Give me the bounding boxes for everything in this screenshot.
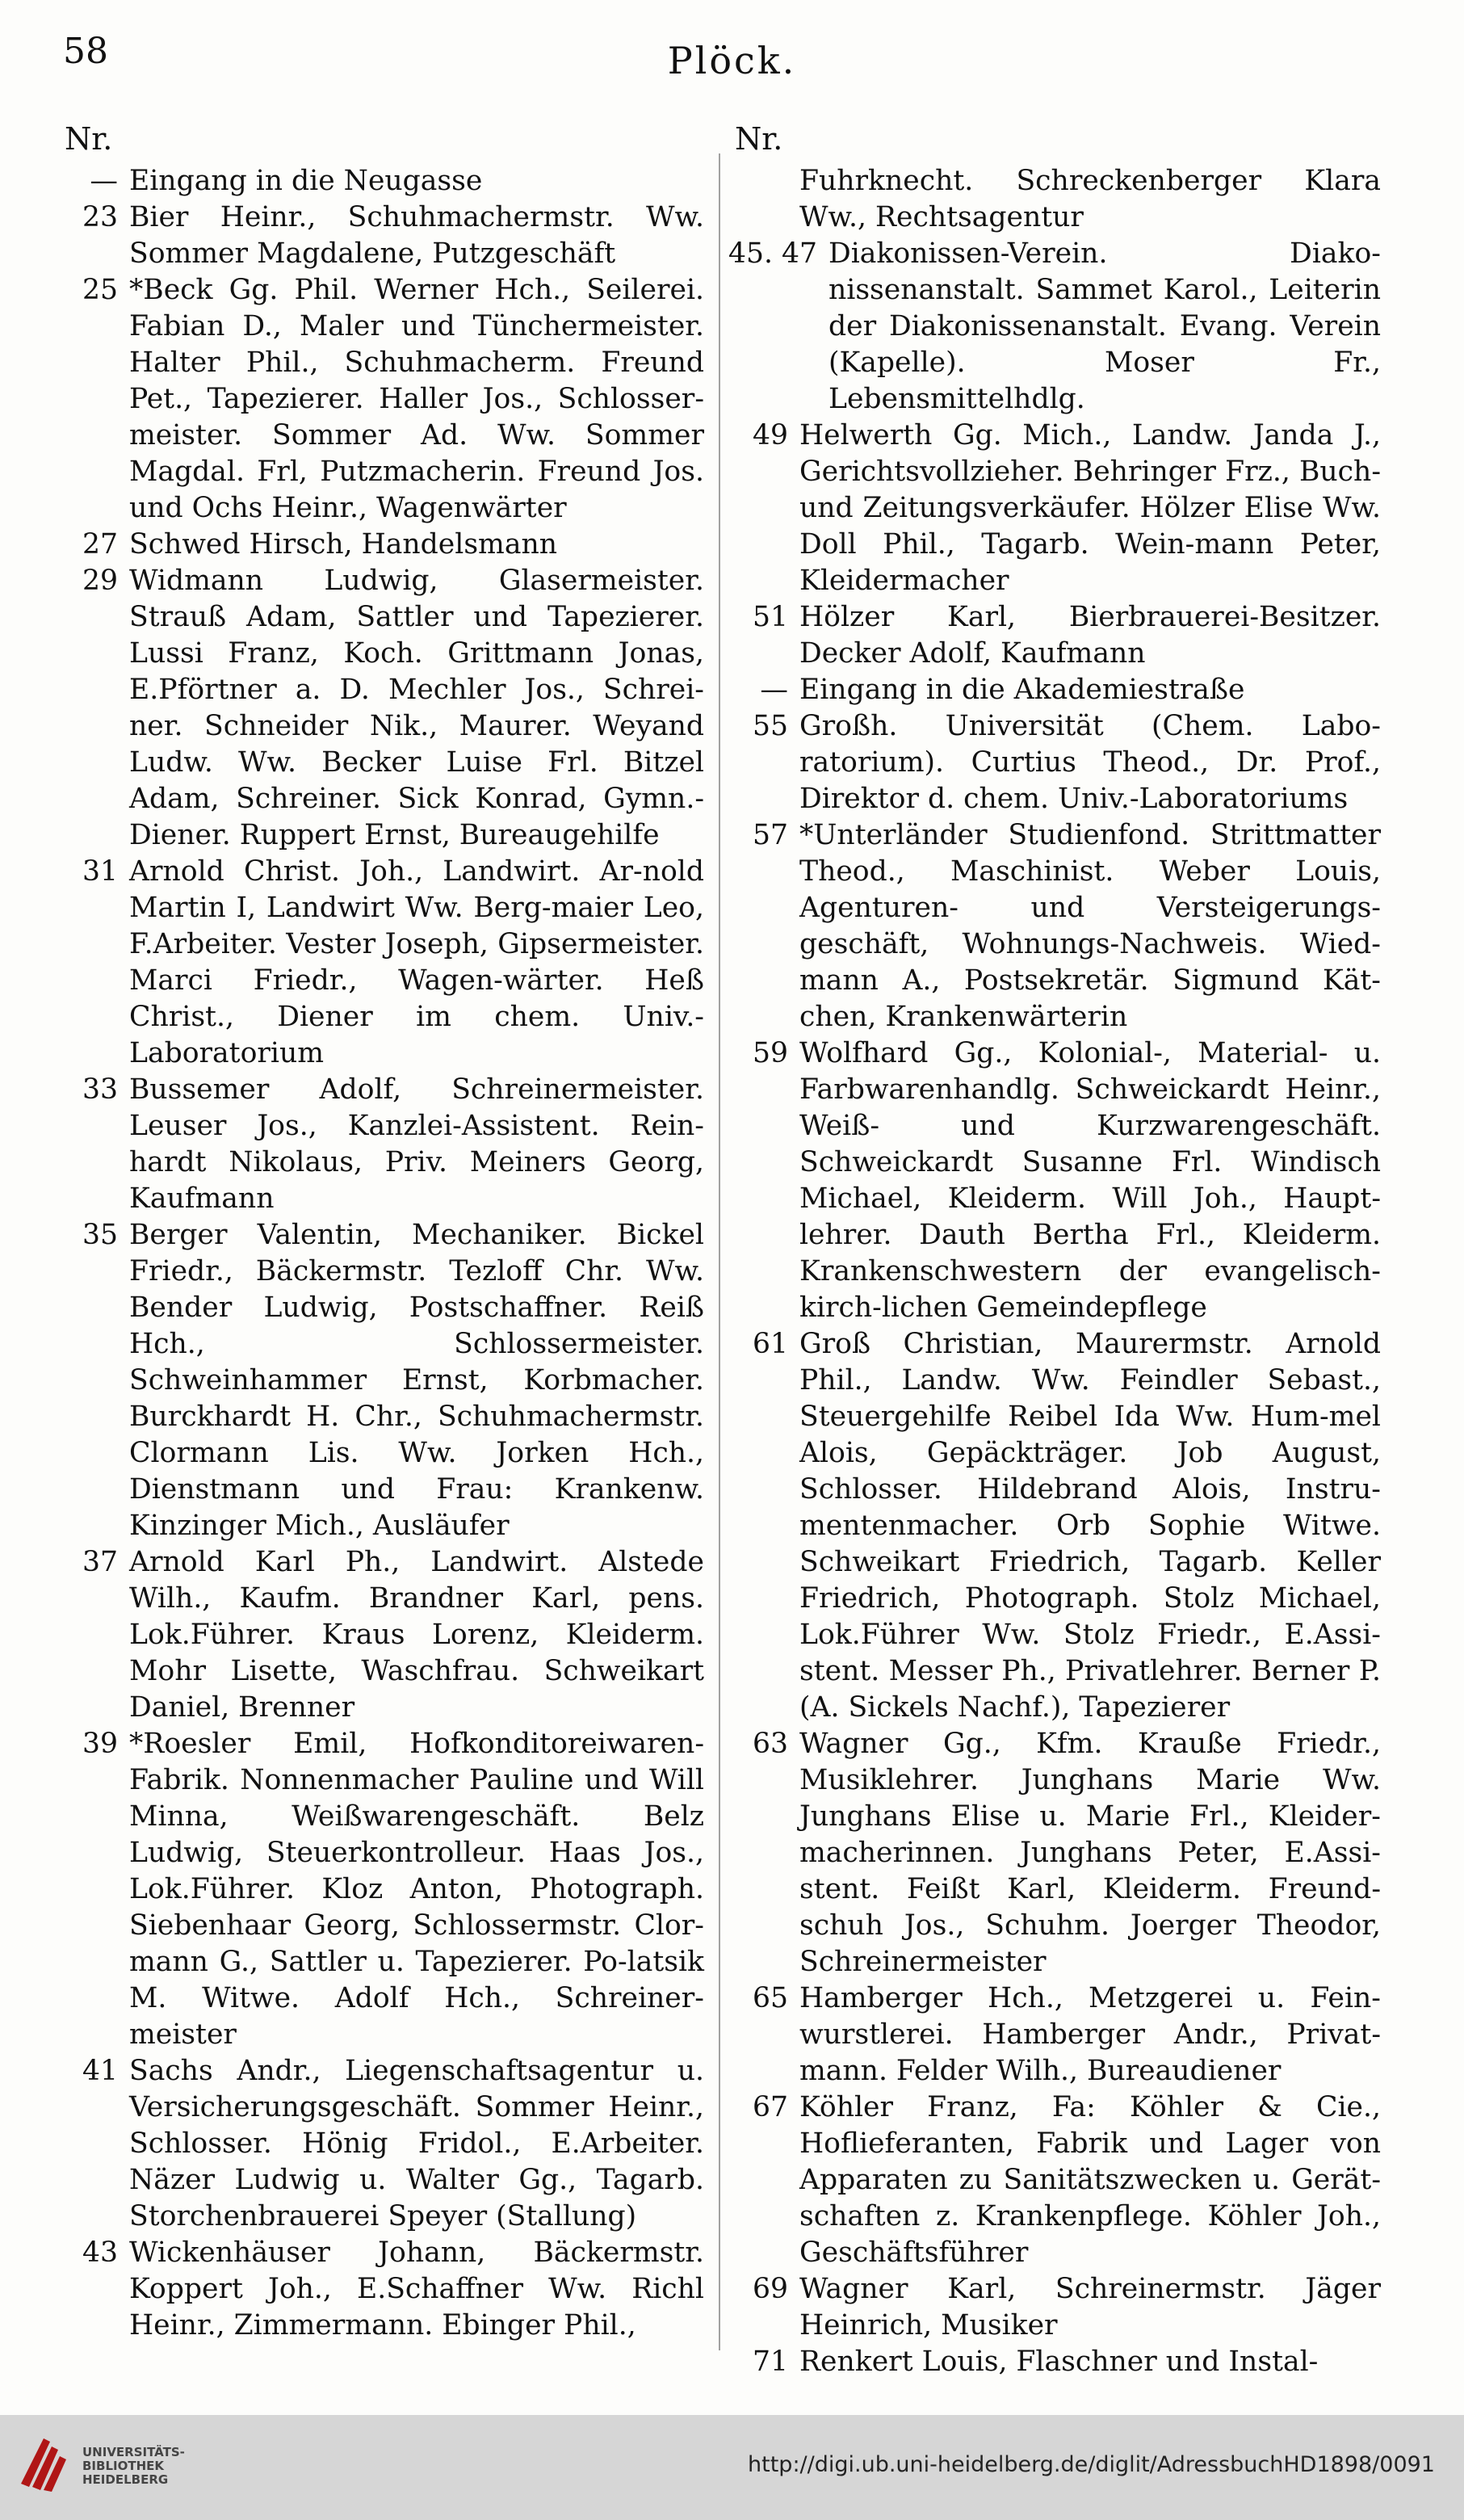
address-entry — [58, 163, 704, 200]
residents-text: Arnold Karl Ph., Landwirt. Alstede Wilh., Kaufm. Brandner Karl, pens. Lok.Führer. Kraus Lorenz, Kleiderm. Mohr Lisette, Waschfrau. Schweikart Daniel, Brenner — [129, 1546, 704, 1724]
address-entry — [728, 599, 1381, 672]
address-entry — [58, 200, 704, 272]
residents-text: *Unterländer Studienfond. Strittmatter Theod., Maschinist. Weber Louis, Agenturen- und Versteigerungs-geschäft, Wohnungs-Nachweis. Wied-mann A., Postsekretär. Sigmund Kät-chen, Krankenwärterin — [799, 819, 1381, 1033]
house-number: 27 — [82, 528, 118, 561]
left-entries — [58, 163, 704, 2344]
house-number: 65 — [753, 1982, 788, 2014]
house-number: 23 — [82, 201, 118, 233]
house-number: 31 — [82, 855, 118, 888]
residents-text: Arnold Christ. Joh., Landwirt. Ar-nold Martin I, Landwirt Ww. Berg-maier Leo, F.Arbeiter. Vester Joseph, Gipsermeister. Marci Friedr., Wagen-wärter. Heß Christ., Diener im chem. Univ.-Laboratorium — [129, 855, 704, 1069]
house-number: 41 — [82, 2055, 118, 2087]
source-url-link[interactable]: http://digi.ub.uni-heidelberg.de/diglit/AdressbuchHD1898/0091 — [748, 2452, 1435, 2477]
page-number: 58 — [63, 31, 108, 72]
address-entry — [58, 854, 704, 1072]
house-number: 67 — [753, 2091, 788, 2123]
residents-text: Eingang in die Neugasse — [129, 165, 483, 197]
residents-text: Diakonissen-Verein. Diako-nissenanstalt. Sammet Karol., Leiterin der Diakonissenanstalt. Evang. Verein (Kapelle). Moser Fr., Lebensmittelhdlg. — [828, 237, 1381, 415]
column-rule — [719, 153, 720, 2350]
house-number: 49 — [753, 419, 788, 452]
house-number: — — [760, 674, 788, 706]
address-entry — [728, 1326, 1381, 1726]
residents-text: Fuhrknecht. Schreckenberger Klara Ww., Rechtsagentur — [799, 165, 1381, 233]
house-number: 25 — [82, 274, 118, 306]
address-entry — [728, 1980, 1381, 2090]
house-number: 45. 47 — [728, 237, 817, 270]
residents-text: Hamberger Hch., Metzgerei u. Fein-wurstlerei. Hamberger Andr., Privat-mann. Felder Wilh., Bureaudiener — [799, 1982, 1381, 2087]
address-entry — [728, 672, 1381, 708]
nr-label: Nr. — [65, 121, 113, 157]
residents-text: Groß Christian, Maurermstr. Arnold Phil., Landw. Ww. Feindler Sebast., Steuergehilfe Reibel Ida Ww. Hum-mel Alois, Gepäckträger. Job August, Schlosser. Hildebrand Alois, Instru-mentenmacher. Orb Sophie Witwe. Schweikart Friedrich, Tagarb. Keller Friedrich, Photograph. Stolz Michael, Lok.Führer Ww. Stolz Friedr., E.Assi-stent. Messer Ph., Privatlehrer. Berner P. (A. Sickels Nachf.), Tapezierer — [799, 1328, 1381, 1724]
library-name-line: HEIDELBERG — [82, 2472, 169, 2487]
house-number: 61 — [753, 1328, 788, 1360]
house-number: 59 — [753, 1037, 788, 1069]
house-number: 57 — [753, 819, 788, 851]
nr-label: Nr. — [735, 121, 783, 157]
residents-text: Wolfhard Gg., Kolonial-, Material- u. Farbwarenhandlg. Schweickardt Heinr., Weiß- und Kurzwarengeschäft. Schweickardt Susanne Frl. Windisch Michael, Kleiderm. Will Joh., Haupt-lehrer. Dauth Bertha Frl., Kleiderm. Krankenschwestern der evangelisch-kirch-lichen Gemeindepflege — [799, 1037, 1381, 1324]
address-entry — [728, 418, 1381, 599]
residents-text: Helwerth Gg. Mich., Landw. Janda J., Gerichtsvollzieher. Behringer Frz., Buch- und Zeitungsverkäufer. Hölzer Elise Ww. Doll Phil., Tagarb. Wein-mann Peter, Kleidermacher — [799, 419, 1381, 597]
address-entry — [728, 1726, 1381, 1980]
right-entries — [728, 163, 1381, 2380]
residents-text: Widmann Ludwig, Glasermeister. Strauß Adam, Sattler und Tapezierer. Lussi Franz, Koch. Grittmann Jonas, E.Pförtner a. D. Mechler Jos., Schrei-ner. Schneider Nik., Maurer. Weyand Ludw. Ww. Becker Luise Frl. Bitzel Adam, Schreiner. Sick Konrad, Gymn.-Diener. Ruppert Ernst, Bureaugehilfe — [129, 565, 704, 851]
house-number: 39 — [82, 1728, 118, 1760]
house-number: 71 — [753, 2346, 788, 2378]
residents-text: *Roesler Emil, Hofkonditoreiwaren-Fabrik. Nonnenmacher Pauline und Will Minna, Weißwarengeschäft. Belz Ludwig, Steuerkontrolleur. Haas Jos., Lok.Führer. Kloz Anton, Photograph. Siebenhaar Georg, Schlossermstr. Clor-mann G., Sattler u. Tapezierer. Po-latsik M. Witwe. Adolf Hch., Schreiner-meister — [129, 1728, 704, 2051]
address-entry — [728, 163, 1381, 236]
left-column — [58, 121, 704, 2344]
address-entry — [728, 2090, 1381, 2271]
footer-bar — [0, 2415, 1464, 2520]
address-entry — [728, 236, 1381, 418]
house-number: 29 — [82, 565, 118, 597]
address-entry — [728, 817, 1381, 1035]
house-number: 55 — [753, 710, 788, 742]
house-number: 37 — [82, 1546, 118, 1578]
residents-text: Großh. Universität (Chem. Labo-ratorium). Curtius Theod., Dr. Prof., Direktor d. chem. Univ.-Laboratoriums — [799, 710, 1381, 815]
library-logo-icon — [15, 2435, 73, 2493]
address-entry — [58, 563, 704, 854]
house-number: 63 — [753, 1728, 788, 1760]
address-entry — [728, 1035, 1381, 1326]
residents-text: Hölzer Karl, Bierbrauerei-Besitzer. Decker Adolf, Kaufmann — [799, 601, 1381, 670]
residents-text: Schwed Hirsch, Handelsmann — [129, 528, 558, 561]
address-entry — [58, 2235, 704, 2344]
library-name-line: BIBLIOTHEK — [82, 2459, 164, 2473]
house-number: 51 — [753, 601, 788, 633]
address-entry — [58, 1544, 704, 1726]
address-entry — [58, 527, 704, 563]
residents-text: Köhler Franz, Fa: Köhler & Cie., Hoflieferanten, Fabrik und Lager von Apparaten zu Sanitätszwecken u. Gerät-schaften z. Krankenpflege. Köhler Joh., Geschäftsführer — [799, 2091, 1381, 2269]
residents-text: Eingang in die Akademiestraße — [799, 674, 1245, 706]
residents-text: Renkert Louis, Flaschner und Instal- — [799, 2346, 1319, 2378]
residents-text: Bier Heinr., Schuhmachermstr. Ww. Sommer Magdalene, Putzgeschäft — [129, 201, 704, 270]
library-name-line: UNIVERSITÄTS- — [82, 2445, 185, 2459]
address-entry — [58, 272, 704, 527]
library-name — [82, 2446, 185, 2487]
address-entry — [58, 1217, 704, 1544]
address-entry — [728, 708, 1381, 817]
residents-text: Wagner Gg., Kfm. Krauße Friedr., Musiklehrer. Junghans Marie Ww. Junghans Elise u. Marie Frl., Kleider-macherinnen. Junghans Peter, E.Assi-stent. Feißt Karl, Kleiderm. Freund-schuh Jos., Schuhm. Joerger Theodor, Schreinermeister — [799, 1728, 1381, 1978]
house-number: 43 — [82, 2236, 118, 2269]
house-number: 35 — [82, 1219, 118, 1251]
residents-text: Bussemer Adolf, Schreinermeister. Leuser Jos., Kanzlei-Assistent. Rein-hardt Nikolaus, Priv. Meiners Georg, Kaufmann — [129, 1073, 704, 1215]
right-column — [728, 121, 1381, 2380]
residents-text: *Beck Gg. Phil. Werner Hch., Seilerei. Fabian D., Maler und Tünchermeister. Halter Phil., Schuhmacherm. Freund Pet., Tapezierer. Haller Jos., Schlosser-meister. Sommer Ad. Ww. Sommer Magdal. Frl, Putzmacherin. Freund Jos. und Ochs Heinr., Wagenwärter — [129, 274, 704, 524]
address-entry — [58, 2053, 704, 2235]
residents-text: Berger Valentin, Mechaniker. Bickel Friedr., Bäckermstr. Tezloff Chr. Ww. Bender Ludwig, Postschaffner. Reiß Hch., Schlossermeister. Schweinhammer Ernst, Korbmacher. Burckhardt H. Chr., Schuhmachermstr. Clormann Lis. Ww. Jorken Hch., Dienstmann und Frau: Krankenw. Kinzinger Mich., Ausläufer — [129, 1219, 704, 1542]
address-entry — [58, 1726, 704, 2053]
address-entry — [728, 2344, 1381, 2380]
house-number: — — [90, 165, 118, 197]
residents-text: Sachs Andr., Liegenschaftsagentur u. Versicherungsgeschäft. Sommer Heinr., Schlosser. Hönig Fridol., E.Arbeiter. Näzer Ludwig u. Walter Gg., Tagarb. Storchenbrauerei Speyer (Stallung) — [129, 2055, 704, 2232]
address-entry — [58, 1072, 704, 1217]
house-number: 69 — [753, 2273, 788, 2305]
residents-text: Wickenhäuser Johann, Bäckermstr. Koppert Joh., E.Schaffner Ww. Richl Heinr., Zimmermann. Ebinger Phil., — [129, 2236, 704, 2342]
house-number: 33 — [82, 1073, 118, 1106]
address-entry — [728, 2271, 1381, 2344]
running-head: Plöck. — [667, 39, 797, 82]
residents-text: Wagner Karl, Schreinermstr. Jäger Heinrich, Musiker — [799, 2273, 1381, 2342]
